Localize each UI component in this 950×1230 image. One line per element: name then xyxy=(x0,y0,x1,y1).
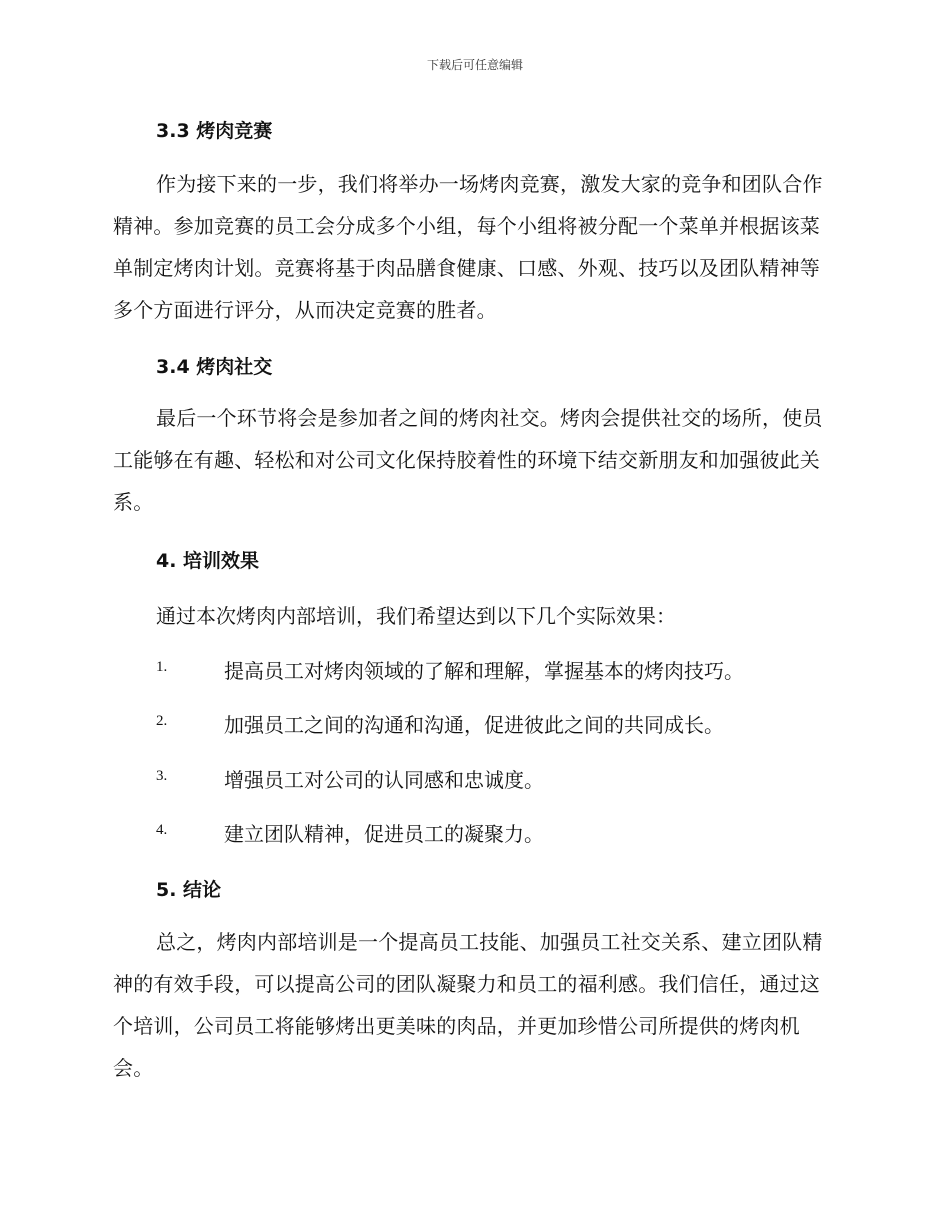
list-item-number: 2. xyxy=(156,713,168,729)
list-item-text: 增强员工对公司的认同感和忠诚度。 xyxy=(224,768,544,792)
list-item xyxy=(156,764,836,794)
list-item-text: 建立团队精神，促进员工的凝聚力。 xyxy=(224,822,544,846)
section-heading-5: 5. 结论 xyxy=(156,879,222,901)
list-item-text: 提高员工对烤肉领域的了解和理解，掌握基本的烤肉技巧。 xyxy=(224,659,744,683)
section-paragraph-3-3: 作为接下来的一步，我们将举办一场烤肉竞赛，激发大家的竞争和团队合作精神。参加竞赛的员工会分成多个小组，每个小组将被分配一个菜单并根据该菜单制定烤肉计划。竞赛将基于肉品膳食健康、口感、外观、技巧以及团队精神等多个方面进行评分，从而决定竞赛的胜者。 xyxy=(113,172,823,322)
section-paragraph-5: 总之，烤肉内部培训是一个提高员工技能、加强员工社交关系、建立团队精神的有效手段，可以提高公司的团队凝聚力和员工的福利感。我们信任，通过这个培训，公司员工将能够烤出更美味的肉品，并更加珍惜公司所提供的烤肉机会。 xyxy=(113,930,823,1080)
list-item-number: 3. xyxy=(156,768,168,784)
list-item xyxy=(156,709,836,739)
section-lead-4: 通过本次烤肉内部培训，我们希望达到以下几个实际效果： xyxy=(156,604,676,628)
list-item xyxy=(156,818,836,848)
list-item-text: 加强员工之间的沟通和沟通，促进彼此之间的共同成长。 xyxy=(224,713,724,737)
list-item-number: 1. xyxy=(156,659,168,675)
section-heading-3-4: 3.4 烤肉社交 xyxy=(156,356,273,378)
section-heading-3-3: 3.3 烤肉竞赛 xyxy=(156,120,273,142)
section-heading-4: 4. 培训效果 xyxy=(156,550,260,572)
list-item-number: 4. xyxy=(156,822,168,838)
list-item xyxy=(156,655,836,685)
page-header-note: 下载后可任意编辑 xyxy=(426,58,523,72)
section-paragraph-3-4: 最后一个环节将会是参加者之间的烤肉社交。烤肉会提供社交的场所，使员工能够在有趣、轻松和对公司文化保持胶着性的环境下结交新朋友和加强彼此关系。 xyxy=(113,406,823,514)
